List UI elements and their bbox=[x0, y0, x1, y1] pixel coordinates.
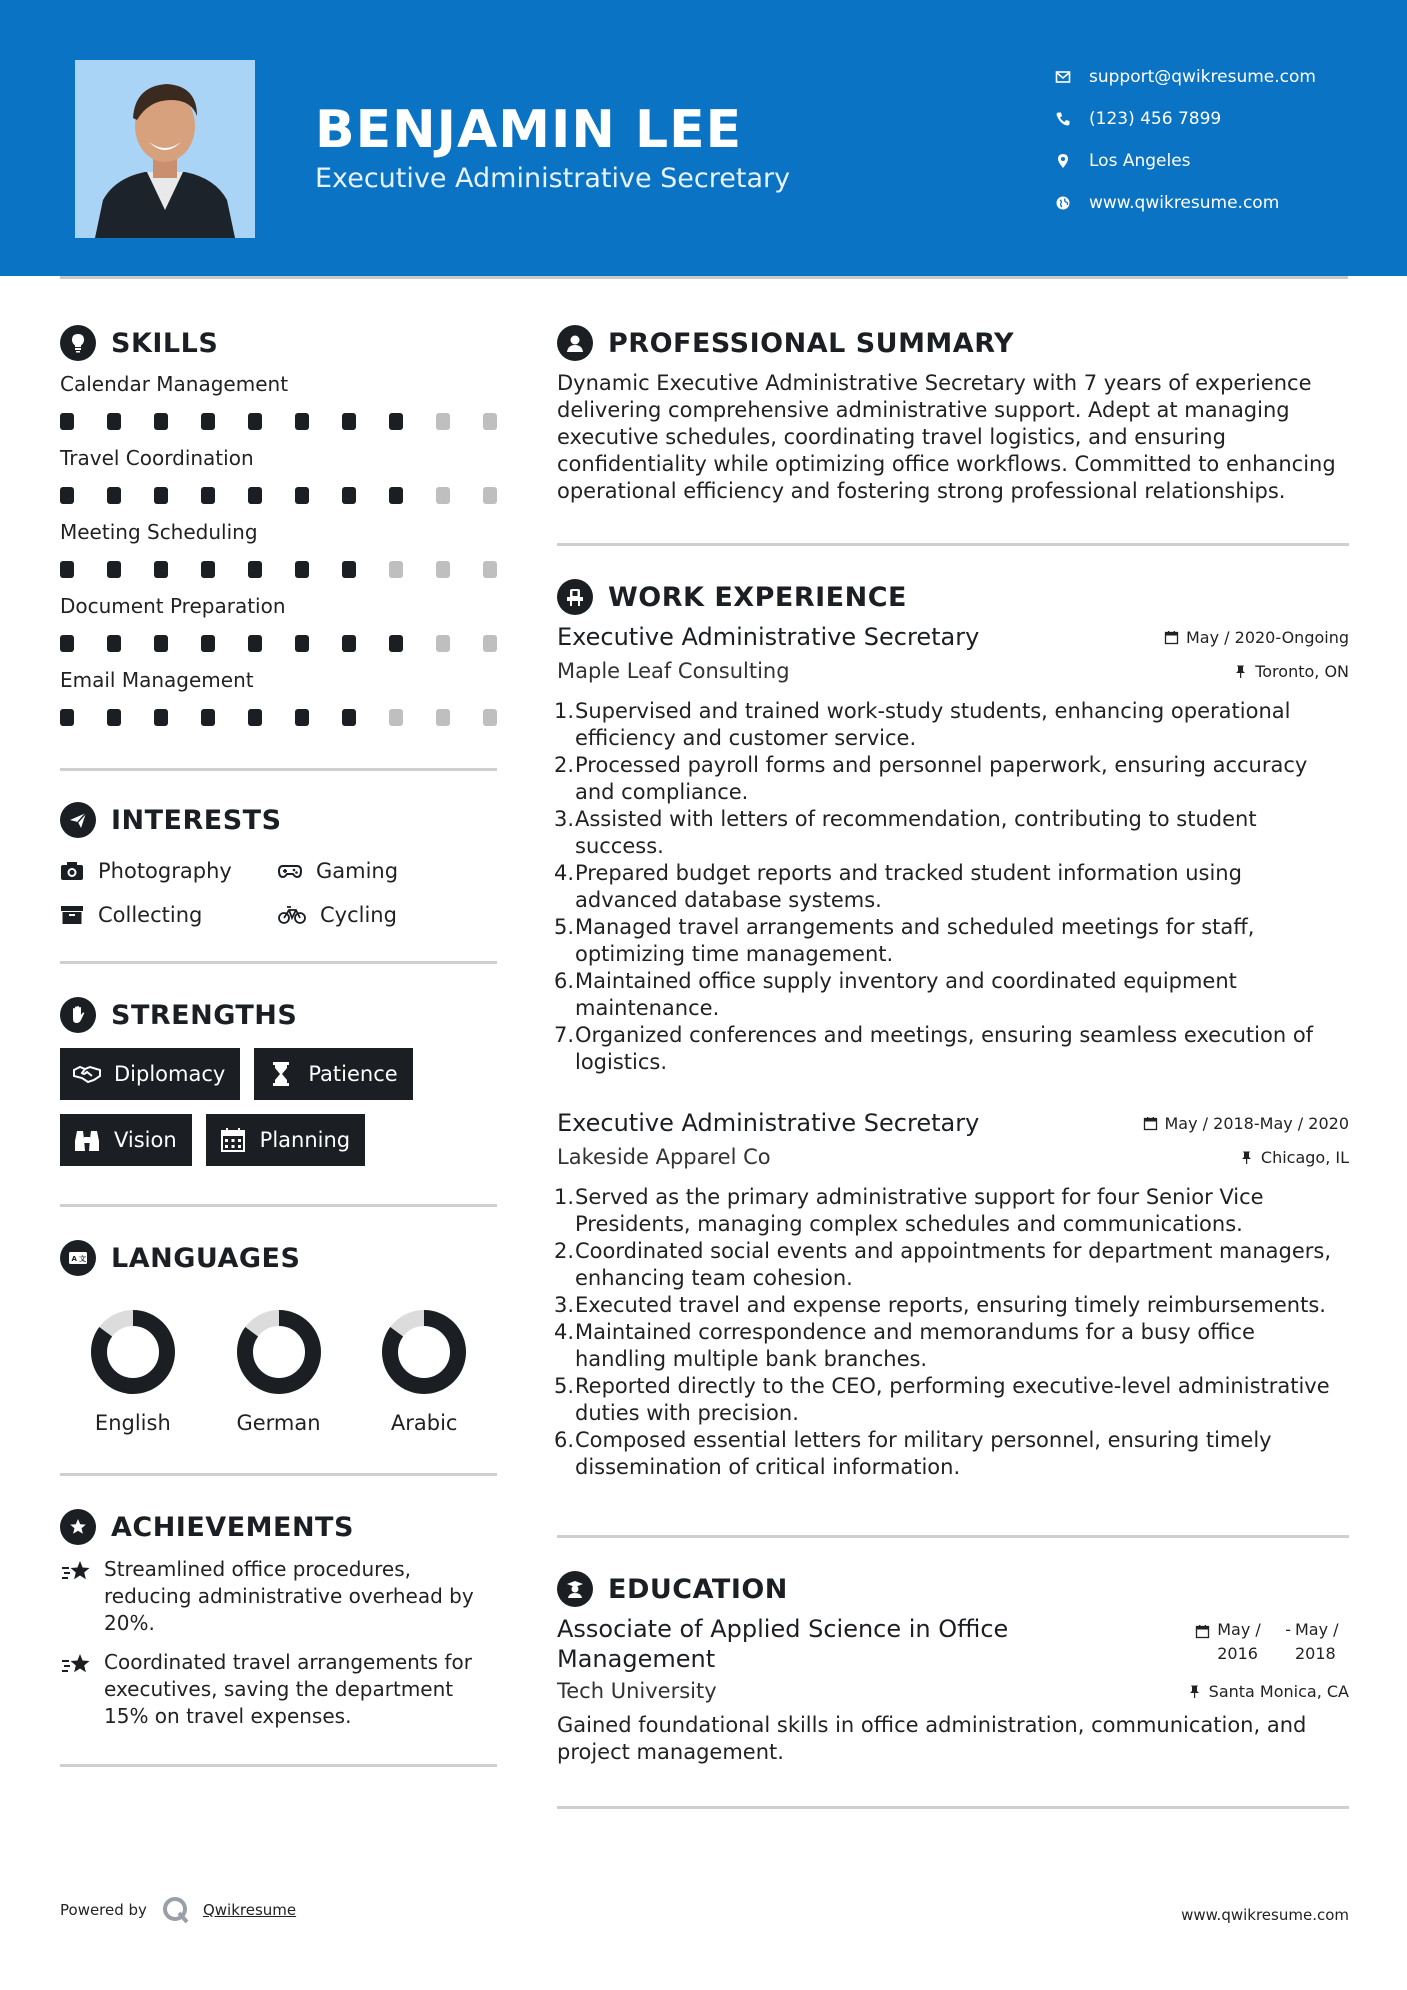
interests-heading bbox=[60, 797, 497, 843]
job-title-row bbox=[557, 1106, 1349, 1140]
strength-label: Vision bbox=[114, 1128, 177, 1152]
job-duty: Prepared budget reports and tracked student information using advanced database systems. bbox=[575, 861, 1242, 912]
language-item bbox=[60, 1307, 206, 1435]
rating-dot-filled bbox=[107, 413, 121, 430]
interest-cycling bbox=[278, 893, 496, 937]
achievements-heading bbox=[60, 1504, 497, 1550]
rating-dot-filled bbox=[295, 635, 309, 652]
contact-phone-text: (123) 456 7899 bbox=[1089, 109, 1222, 129]
achievement-text: Coordinated travel arrangements for executives, saving the department 15% on travel expenses. bbox=[104, 1650, 472, 1728]
skill-rating bbox=[60, 696, 497, 738]
rating-dot-filled bbox=[60, 709, 74, 726]
language-name: English bbox=[94, 1411, 171, 1435]
rating-dot-filled bbox=[248, 709, 262, 726]
rating-dot-filled bbox=[107, 635, 121, 652]
rating-dot-filled bbox=[60, 561, 74, 578]
job-duty: Processed payroll forms and personnel paperwork, ensuring accuracy and compliance. bbox=[575, 753, 1308, 804]
rating-dot-empty bbox=[483, 635, 497, 652]
rating-dot-filled bbox=[248, 635, 262, 652]
strengths-list bbox=[60, 1048, 497, 1166]
job-duty: Coordinated social events and appointments for department managers, enhancing team cohesion. bbox=[575, 1239, 1332, 1290]
strengths-heading bbox=[60, 992, 497, 1038]
rating-dot-filled bbox=[60, 487, 74, 504]
powered-by-text: Powered by bbox=[60, 1901, 147, 1919]
rating-dot-filled bbox=[248, 487, 262, 504]
skill-name: Travel Coordination bbox=[60, 446, 254, 470]
skill-rating bbox=[60, 548, 497, 590]
rating-dot-filled bbox=[295, 709, 309, 726]
rating-dot-filled bbox=[201, 709, 215, 726]
job-company: Maple Leaf Consulting bbox=[557, 659, 790, 683]
education-date-separator: - bbox=[1285, 1620, 1291, 1639]
rating-dot-filled bbox=[154, 635, 168, 652]
interest-label: Collecting bbox=[98, 903, 203, 927]
job-location bbox=[1239, 1148, 1349, 1167]
education-dates bbox=[1195, 1618, 1349, 1666]
strength-label: Patience bbox=[308, 1062, 398, 1086]
job-title: Executive Administrative Secretary bbox=[557, 623, 980, 651]
paper-plane-icon bbox=[60, 802, 96, 838]
job-location-text: Chicago, IL bbox=[1260, 1148, 1349, 1167]
camera-icon bbox=[60, 860, 84, 882]
education-degree: Associate of Applied Science in Office Management bbox=[557, 1615, 1009, 1673]
binoculars-icon bbox=[72, 1127, 102, 1153]
skill-item bbox=[60, 442, 497, 516]
job-duty: Supervised and trained work-study students, enhancing operational efficiency and customer service. bbox=[575, 699, 1291, 750]
profile-photo-illustration bbox=[75, 60, 255, 238]
header-banner bbox=[0, 0, 1407, 276]
user-icon bbox=[557, 325, 593, 361]
skills-list bbox=[60, 368, 497, 738]
rating-dot-filled bbox=[201, 487, 215, 504]
experience-title: WORK EXPERIENCE bbox=[608, 581, 907, 613]
rating-dot-filled bbox=[154, 413, 168, 430]
brand-link[interactable]: Qwikresume bbox=[202, 1901, 297, 1919]
calendar-small-icon bbox=[1143, 1116, 1158, 1131]
calendar-small-icon bbox=[1164, 630, 1179, 645]
skill-item bbox=[60, 590, 497, 664]
skill-name: Calendar Management bbox=[60, 372, 289, 396]
strengths-title: STRENGTHS bbox=[111, 999, 298, 1031]
job-location-text: Toronto, ON bbox=[1255, 662, 1349, 681]
achievements-title: ACHIEVEMENTS bbox=[111, 1511, 354, 1543]
rating-dot-filled bbox=[201, 561, 215, 578]
rating-dot-empty bbox=[436, 635, 450, 652]
job-entry bbox=[557, 1106, 1349, 1481]
job-duty: Composed essential letters for military personnel, ensuring timely dissemination of critical information. bbox=[575, 1428, 1272, 1479]
job-dates-text: May / 2020-Ongoing bbox=[1186, 628, 1349, 647]
rating-dot-filled bbox=[295, 413, 309, 430]
experience-divider bbox=[557, 1535, 1349, 1538]
rating-dot-filled bbox=[154, 487, 168, 504]
education-entry-head bbox=[557, 1614, 1349, 1674]
strength-patience bbox=[254, 1048, 412, 1100]
interest-collecting bbox=[60, 893, 278, 937]
rating-dot-filled bbox=[107, 709, 121, 726]
rating-dot-filled bbox=[154, 561, 168, 578]
rating-dot-filled bbox=[342, 709, 356, 726]
skill-rating bbox=[60, 400, 497, 442]
job-title-row bbox=[557, 620, 1349, 654]
language-proficiency-ring bbox=[234, 1307, 324, 1397]
qwikresume-logo-icon bbox=[161, 1895, 191, 1925]
job-dates bbox=[1164, 628, 1349, 647]
rating-dot-filled bbox=[342, 487, 356, 504]
job-location bbox=[1233, 662, 1349, 681]
graduate-icon bbox=[557, 1571, 593, 1607]
contact-email[interactable] bbox=[1055, 56, 1395, 98]
rating-dot-filled bbox=[295, 561, 309, 578]
svg-text:A: A bbox=[71, 1255, 77, 1263]
interests-title: INTERESTS bbox=[111, 804, 282, 836]
skill-item bbox=[60, 368, 497, 442]
language-proficiency-ring bbox=[88, 1307, 178, 1397]
globe-icon bbox=[1055, 195, 1089, 211]
contact-location-text: Los Angeles bbox=[1089, 151, 1191, 171]
interest-label: Photography bbox=[98, 859, 232, 883]
job-duty: Maintained correspondence and memorandums for a busy office handling multiple bank branches. bbox=[575, 1320, 1255, 1371]
skills-title: SKILLS bbox=[111, 327, 219, 359]
rating-dot-filled bbox=[342, 635, 356, 652]
education-location-text: Santa Monica, CA bbox=[1208, 1682, 1349, 1701]
handshake-icon bbox=[72, 1061, 102, 1087]
education-divider bbox=[557, 1806, 1349, 1809]
job-duties-list bbox=[557, 1184, 1349, 1481]
header-divider bbox=[60, 276, 1348, 279]
profile-photo bbox=[75, 60, 255, 238]
rating-dot-filled bbox=[201, 635, 215, 652]
lightbulb-icon bbox=[60, 325, 96, 361]
candidate-title: Executive Administrative Secretary bbox=[315, 163, 791, 194]
contact-website[interactable] bbox=[1055, 182, 1395, 224]
pushpin-icon bbox=[1233, 664, 1248, 679]
job-duty: Reported directly to the CEO, performing executive-level administrative duties with precision. bbox=[575, 1374, 1330, 1425]
job-entry bbox=[557, 620, 1349, 1076]
contact-phone[interactable] bbox=[1055, 98, 1395, 140]
rating-dot-filled bbox=[201, 413, 215, 430]
interest-photography bbox=[60, 849, 278, 893]
language-icon bbox=[60, 1240, 96, 1276]
languages-divider bbox=[60, 1473, 497, 1476]
location-pin-icon bbox=[1055, 153, 1089, 169]
skill-name: Meeting Scheduling bbox=[60, 520, 258, 544]
contact-list bbox=[1055, 56, 1395, 224]
right-column bbox=[557, 320, 1349, 1809]
archive-box-icon bbox=[60, 904, 84, 926]
rating-dot-empty bbox=[436, 561, 450, 578]
job-duty: Assisted with letters of recommendation, contributing to student success. bbox=[575, 807, 1257, 858]
skills-divider bbox=[60, 768, 497, 771]
rating-dot-filled bbox=[389, 413, 403, 430]
skill-item bbox=[60, 516, 497, 590]
rating-dot-empty bbox=[483, 487, 497, 504]
rating-dot-empty bbox=[483, 561, 497, 578]
languages-title: LANGUAGES bbox=[111, 1242, 301, 1274]
candidate-name: BENJAMIN LEE bbox=[315, 100, 743, 160]
job-duty: Organized conferences and meetings, ensuring seamless execution of logistics. bbox=[575, 1023, 1314, 1074]
rating-dot-empty bbox=[483, 413, 497, 430]
job-duty: Executed travel and expense reports, ensuring timely reimbursements. bbox=[575, 1293, 1326, 1317]
strength-planning bbox=[206, 1114, 365, 1166]
pushpin-icon bbox=[1187, 1684, 1202, 1699]
summary-divider bbox=[557, 543, 1349, 546]
experience-heading bbox=[557, 574, 1349, 620]
job-duties-list bbox=[557, 698, 1349, 1076]
briefcase-icon bbox=[557, 579, 593, 615]
raised-hand-icon bbox=[60, 997, 96, 1033]
interest-label: Gaming bbox=[316, 859, 399, 883]
pushpin-icon bbox=[1239, 1150, 1254, 1165]
strength-label: Diplomacy bbox=[114, 1062, 226, 1086]
education-start: May / 2016 bbox=[1217, 1620, 1261, 1663]
rating-dot-filled bbox=[107, 487, 121, 504]
job-dates-text: May / 2018-May / 2020 bbox=[1164, 1114, 1349, 1133]
calendar-small-icon bbox=[1195, 1624, 1210, 1639]
job-company-row bbox=[557, 654, 1349, 688]
achievements-divider bbox=[60, 1764, 497, 1767]
skill-item bbox=[60, 664, 497, 738]
strength-label: Planning bbox=[259, 1128, 351, 1152]
education-school-row bbox=[557, 1674, 1349, 1708]
rating-dot-empty bbox=[389, 709, 403, 726]
skill-rating bbox=[60, 474, 497, 516]
rating-dot-empty bbox=[436, 413, 450, 430]
rating-dot-filled bbox=[342, 413, 356, 430]
rating-dot-filled bbox=[342, 561, 356, 578]
strength-diplomacy bbox=[60, 1048, 240, 1100]
rating-dot-filled bbox=[60, 413, 74, 430]
phone-icon bbox=[1055, 111, 1089, 127]
svg-text:文: 文 bbox=[79, 1255, 86, 1263]
skill-name: Email Management bbox=[60, 668, 254, 692]
skill-name: Document Preparation bbox=[60, 594, 286, 618]
summary-title: PROFESSIONAL SUMMARY bbox=[608, 327, 1015, 359]
rating-dot-empty bbox=[436, 487, 450, 504]
star-badge-icon bbox=[60, 1509, 96, 1545]
rating-dot-filled bbox=[295, 487, 309, 504]
left-column bbox=[60, 320, 497, 1767]
languages-list bbox=[60, 1307, 497, 1435]
interests-divider bbox=[60, 961, 497, 964]
job-company: Lakeside Apparel Co bbox=[557, 1145, 771, 1169]
job-duty: Managed travel arrangements and scheduled meetings for staff, optimizing time management. bbox=[575, 915, 1255, 966]
rating-dot-filled bbox=[248, 561, 262, 578]
calendar-icon bbox=[218, 1127, 248, 1153]
interests-list bbox=[60, 849, 497, 937]
footer-url[interactable]: www.qwikresume.com bbox=[1181, 1906, 1349, 1924]
contact-email-text: support@qwikresume.com bbox=[1089, 67, 1316, 87]
summary-heading bbox=[557, 320, 1349, 366]
education-title: EDUCATION bbox=[608, 1573, 788, 1605]
achievement-item bbox=[60, 1556, 497, 1637]
education-heading bbox=[557, 1566, 1349, 1612]
job-duty: Served as the primary administrative support for four Senior Vice Presidents, managing complex schedules and communications. bbox=[575, 1185, 1264, 1236]
education-end: May / 2018 bbox=[1295, 1620, 1339, 1663]
star-icon bbox=[60, 1558, 92, 1586]
language-name: German bbox=[236, 1411, 321, 1435]
languages-heading bbox=[60, 1235, 497, 1281]
star-icon bbox=[60, 1651, 92, 1679]
summary-text: Dynamic Executive Administrative Secretary with 7 years of experience delivering comprehensive administrative support. Adept at managing executive schedules, coordinating travel logistics, and ensuring confidentiality while optimizing office workflows. Committed to enhancing operational efficiency and fostering strong professional relationships. bbox=[557, 371, 1336, 503]
hourglass-icon bbox=[266, 1061, 296, 1087]
rating-dot-filled bbox=[389, 635, 403, 652]
job-title: Executive Administrative Secretary bbox=[557, 1109, 980, 1137]
language-name: Arabic bbox=[390, 1411, 458, 1435]
gamepad-icon bbox=[278, 860, 302, 882]
rating-dot-empty bbox=[436, 709, 450, 726]
rating-dot-filled bbox=[107, 561, 121, 578]
rating-dot-empty bbox=[483, 709, 497, 726]
language-item bbox=[351, 1307, 497, 1435]
interest-label: Cycling bbox=[320, 903, 397, 927]
interest-gaming bbox=[278, 849, 496, 893]
footer-powered-by bbox=[60, 1895, 296, 1925]
rating-dot-empty bbox=[389, 561, 403, 578]
contact-location bbox=[1055, 140, 1395, 182]
jobs-list bbox=[557, 620, 1349, 1481]
rating-dot-filled bbox=[248, 413, 262, 430]
skills-heading bbox=[60, 320, 497, 366]
rating-dot-filled bbox=[154, 709, 168, 726]
job-duty: Maintained office supply inventory and coordinated equipment maintenance. bbox=[575, 969, 1237, 1020]
rating-dot-filled bbox=[60, 635, 74, 652]
envelope-icon bbox=[1055, 69, 1089, 85]
job-company-row bbox=[557, 1140, 1349, 1174]
language-item bbox=[206, 1307, 352, 1435]
strength-vision bbox=[60, 1114, 192, 1166]
bicycle-icon bbox=[278, 904, 306, 926]
language-proficiency-ring bbox=[379, 1307, 469, 1397]
achievement-item bbox=[60, 1649, 497, 1730]
job-dates bbox=[1143, 1114, 1350, 1133]
education-school: Tech University bbox=[557, 1679, 717, 1703]
achievement-text: Streamlined office procedures, reducing administrative overhead by 20%. bbox=[104, 1557, 474, 1635]
rating-dot-filled bbox=[389, 487, 403, 504]
contact-website-text: www.qwikresume.com bbox=[1089, 193, 1280, 213]
strengths-divider bbox=[60, 1204, 497, 1207]
education-description: Gained foundational skills in office administration, communication, and project management. bbox=[557, 1713, 1307, 1764]
skill-rating bbox=[60, 622, 497, 664]
education-location bbox=[1187, 1682, 1349, 1701]
